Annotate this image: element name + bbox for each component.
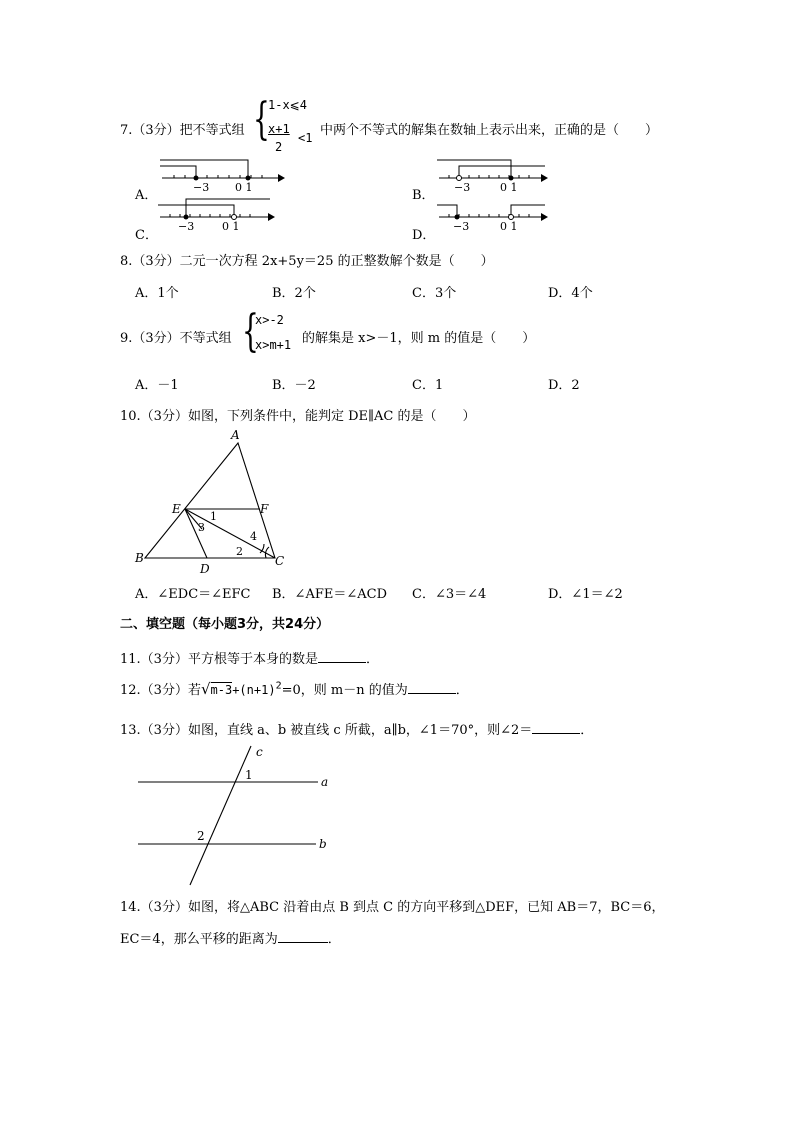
q8-option-a[interactable]: A．1个: [135, 286, 179, 301]
q10-option-b[interactable]: B．∠AFE＝∠ACD: [272, 587, 387, 602]
q13-angle-2: 2: [197, 829, 205, 843]
q10-angle-2: 2: [236, 545, 243, 558]
q10-label-f: F: [260, 502, 269, 516]
q11-answer-blank[interactable]: [318, 650, 366, 663]
q8-option-c[interactable]: C．3个: [412, 286, 457, 301]
q8-stem: 8.（3分）二元一次方程 2x+5y＝25 的正整数解个数是（ ）: [120, 254, 494, 269]
q14-end: ．: [327, 932, 341, 947]
q7-brace: {: [253, 94, 270, 145]
q7-prefix: 7.（3分）把不等式组: [120, 123, 245, 138]
q11-stem: 11.（3分）平方根等于本身的数是: [120, 652, 318, 667]
q13-label-b: b: [319, 837, 327, 851]
q11-end: ．: [365, 652, 379, 667]
q7-numberline-a: [160, 158, 285, 194]
q7-b-tick-01: 0 1: [500, 181, 518, 194]
q12-radicand: m-3: [210, 683, 233, 697]
q9-ineq2: x>m+1: [255, 338, 292, 352]
q7-ineq1: 1-x⩽4: [268, 98, 307, 112]
q14-line2: [120, 928, 341, 947]
q10-label-c: C: [275, 554, 285, 568]
q10-label-e: E: [172, 502, 181, 516]
q9-prefix: 9.（3分）不等式组: [120, 331, 232, 346]
q12-sqrt: √: [200, 680, 211, 698]
q7-option-b-label[interactable]: B．: [412, 188, 435, 203]
section-fill-in-title: 二、填空题（每小题3分，共24分）: [120, 617, 330, 632]
q10-triangle-figure: [130, 425, 300, 580]
q12-eq: =0，则 m－n 的值为: [281, 683, 408, 698]
q7-option-c-label[interactable]: C．: [135, 228, 158, 243]
q12-end: ．: [455, 683, 469, 698]
q10-angle-4: 4: [250, 530, 257, 543]
q9-option-a[interactable]: A．－1: [135, 378, 179, 393]
q13-answer-blank[interactable]: [532, 721, 580, 734]
q7-numberline-c: [158, 197, 276, 233]
q7-numberline-d: [437, 197, 549, 233]
q9-ineq1: x>-2: [255, 313, 284, 327]
q13-angle-1: 1: [245, 768, 253, 782]
q9-option-b[interactable]: B．－2: [272, 378, 316, 393]
q10-option-d[interactable]: D．∠1＝∠2: [548, 587, 623, 602]
q7-d-tick-neg3: −3: [453, 220, 470, 233]
q12-answer-blank[interactable]: [408, 681, 456, 694]
q7-option-d-label[interactable]: D．: [412, 228, 436, 243]
q12-prefix: 12.（3分）若: [120, 683, 201, 698]
q8-option-d[interactable]: D．4个: [548, 286, 593, 301]
q7-suffix: 中两个不等式的解集在数轴上表示出来，正确的是（ ）: [320, 123, 659, 138]
q13-stem: 13.（3分）如图，直线 a、b 被直线 c 所截，a∥b，∠1＝70°，则∠2＝: [120, 723, 533, 738]
q12-rest: +(n+1): [232, 683, 276, 697]
q7-option-a-label[interactable]: A．: [135, 188, 158, 203]
q7-c-tick-neg3: −3: [178, 220, 195, 233]
q8-option-b[interactable]: B．2个: [272, 286, 316, 301]
q11-line: [120, 648, 379, 667]
q7-frac-rel: <1: [298, 131, 313, 145]
q13-label-a: a: [321, 775, 329, 789]
q14-text: EC＝4，那么平移的距离为: [120, 932, 278, 947]
q14-answer-blank[interactable]: [278, 930, 328, 943]
q7-a-tick-neg3: −3: [193, 181, 210, 194]
q7-frac-num: x+1: [268, 122, 290, 136]
q12-exponent: 2: [275, 680, 282, 692]
q10-option-a[interactable]: A．∠EDC＝∠EFC: [135, 587, 251, 602]
q10-label-d: D: [200, 562, 210, 576]
q12-line: [120, 679, 469, 698]
q7-b-tick-neg3: −3: [454, 181, 471, 194]
q7-c-tick-01: 0 1: [222, 220, 240, 233]
q10-stem: 10.（3分）如图，下列条件中，能判定 DE∥AC 的是（ ）: [120, 409, 476, 424]
q13-parallel-lines-figure: [130, 740, 340, 890]
q10-label-b: B: [135, 551, 144, 565]
q10-angle-3: 3: [198, 521, 205, 534]
q7-frac-den: 2: [275, 140, 283, 154]
q9-option-d[interactable]: D．2: [548, 378, 580, 393]
q7-d-tick-01: 0 1: [500, 220, 518, 233]
q13-label-c: c: [256, 745, 263, 759]
q10-angle-1: 1: [210, 510, 217, 523]
q7-a-tick-01: 0 1: [235, 181, 253, 194]
q9-suffix: 的解集是 x>－1，则 m 的值是（ ）: [302, 331, 536, 346]
q13-line: [120, 719, 593, 738]
q13-end: ．: [580, 723, 594, 738]
q9-option-c[interactable]: C．1: [412, 378, 444, 393]
q10-option-c[interactable]: C．∠3＝∠4: [412, 587, 487, 602]
q14-line1: 14.（3分）如图，将△ABC 沿着由点 B 到点 C 的方向平移到△DEF，已知 AB＝7，BC＝6，: [120, 900, 665, 915]
q10-label-a: A: [231, 428, 240, 442]
q9-brace: {: [242, 306, 259, 357]
q7-numberline-b: [437, 158, 549, 194]
